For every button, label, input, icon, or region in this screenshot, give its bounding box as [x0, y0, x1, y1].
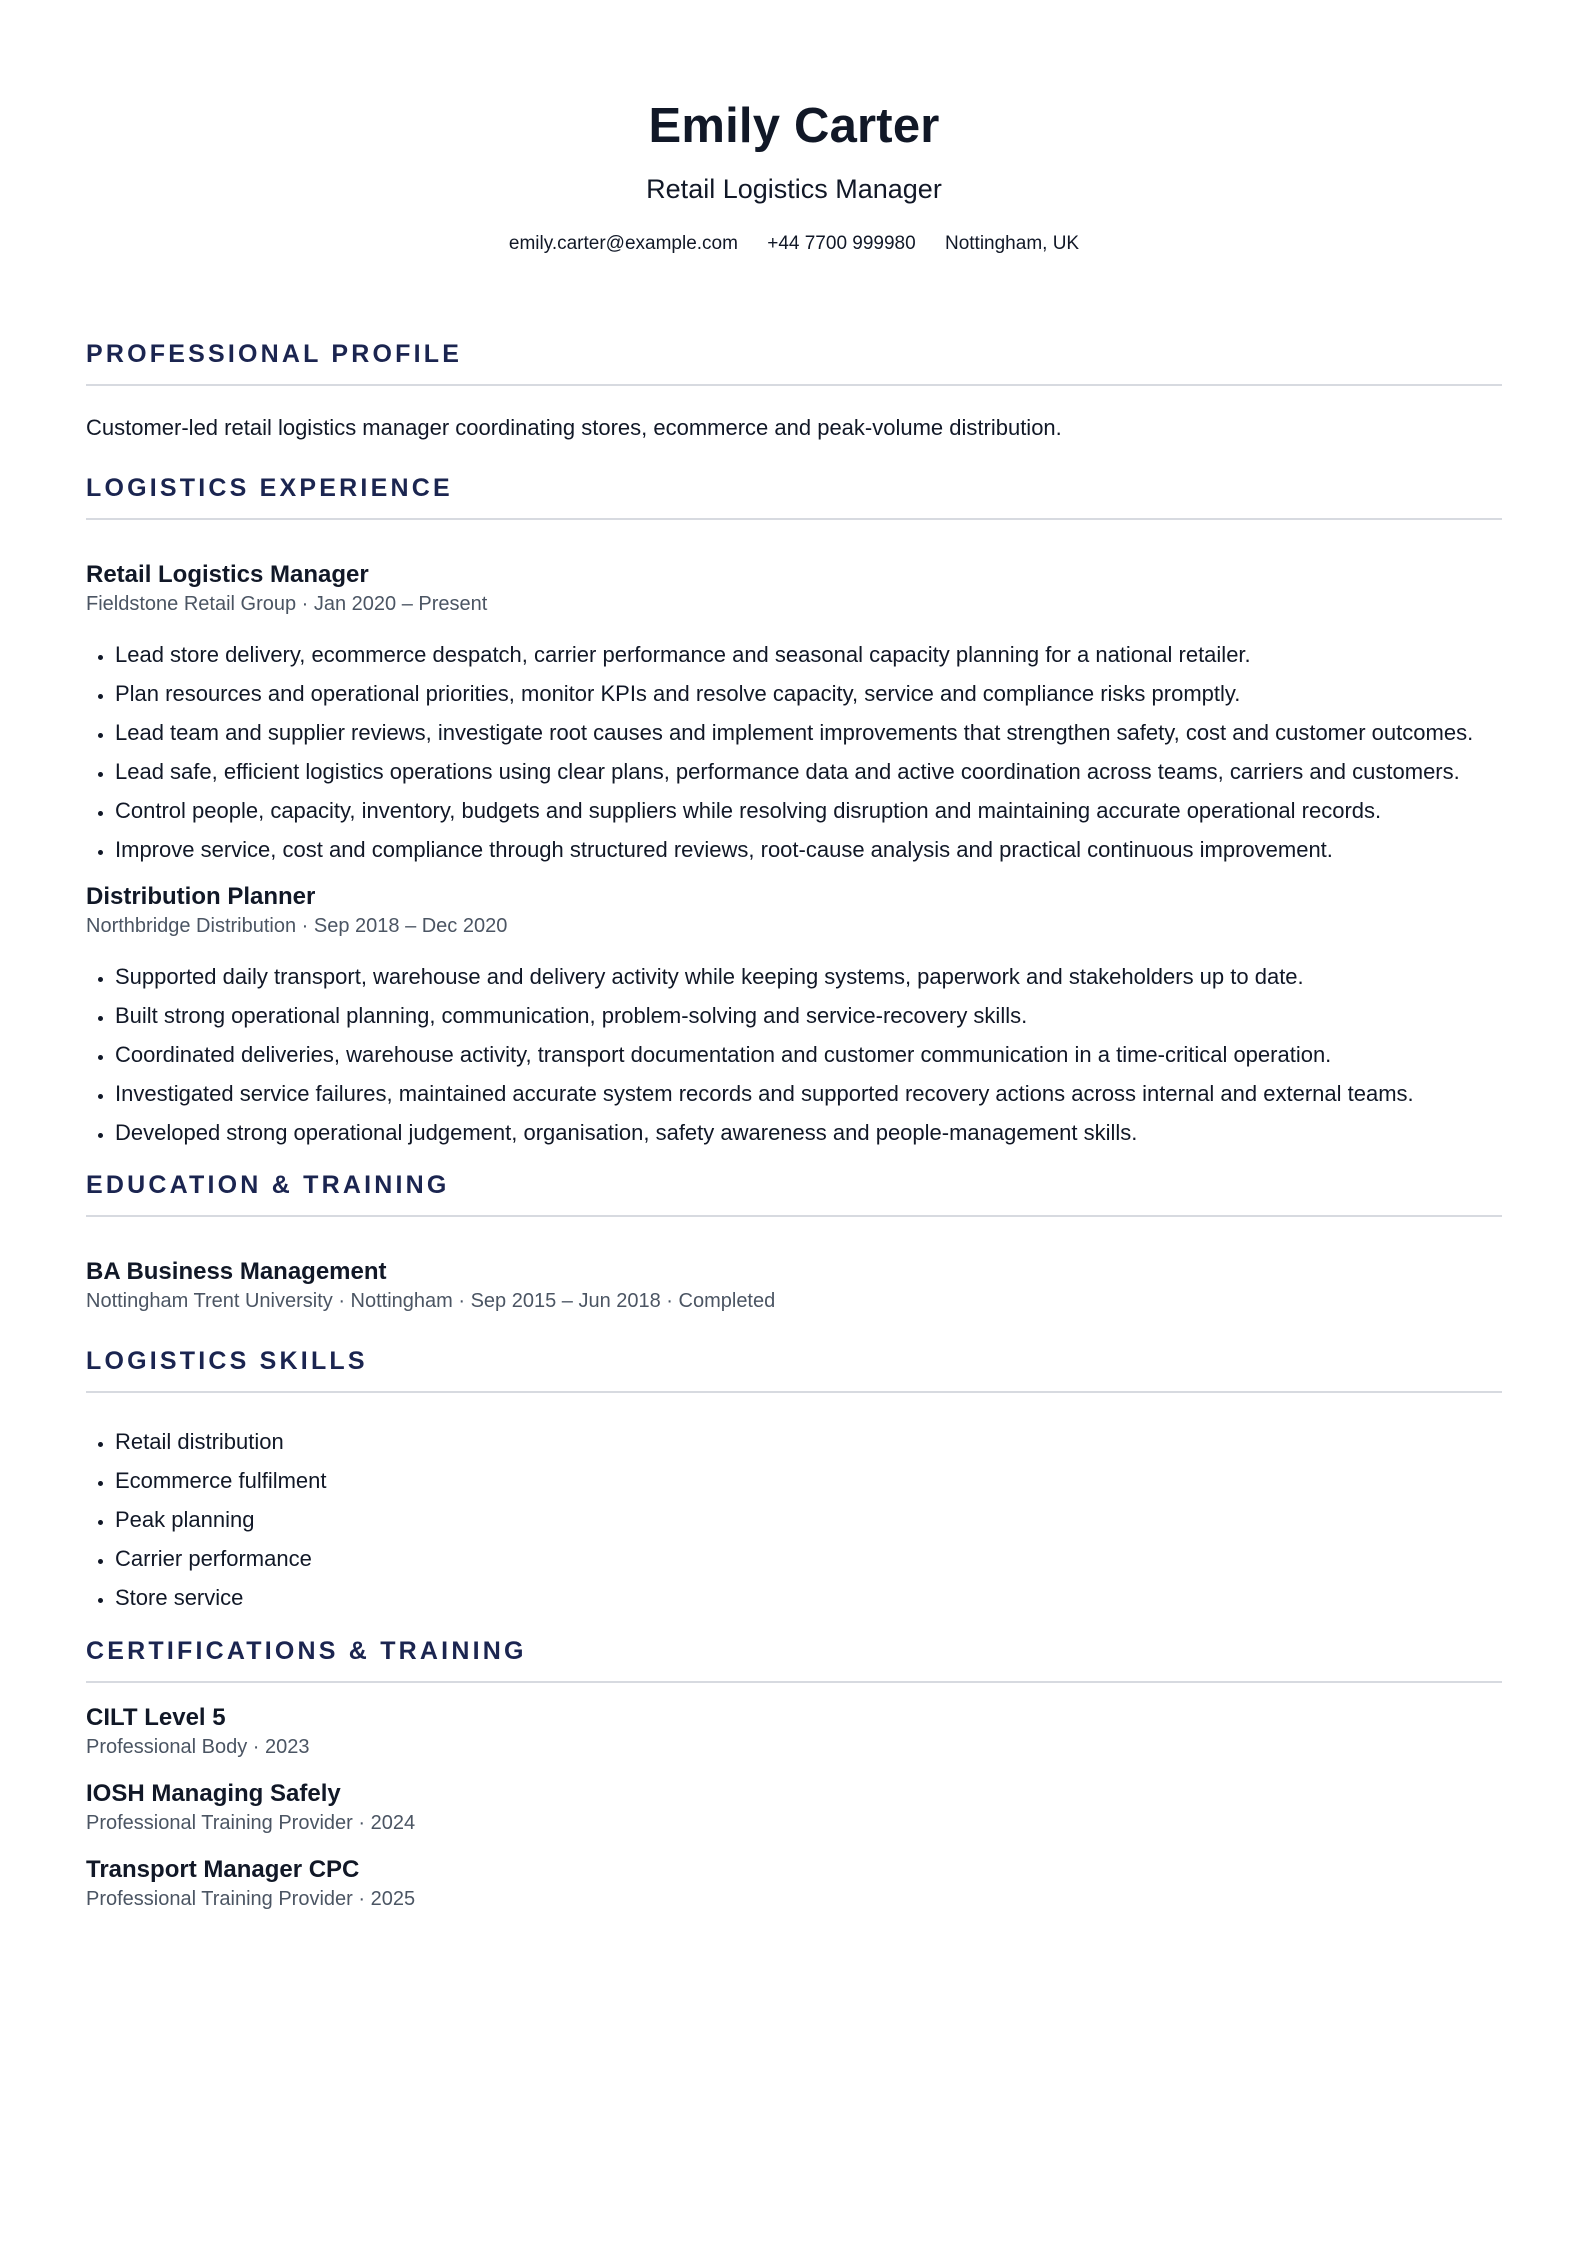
section-certifications [86, 1635, 1502, 1913]
certification-entry [86, 1779, 1502, 1837]
education-entry [86, 1257, 1502, 1315]
certification-entry [86, 1703, 1502, 1761]
job-bullet: • Built strong operational planning, communication, problem-solving and service-recovery skills. [115, 1001, 1502, 1031]
job-meta: Fieldstone Retail Group · Jan 2020 – Present [86, 593, 488, 615]
section-title-experience: LOGISTICS EXPERIENCE [86, 474, 453, 502]
section-divider [86, 1681, 1502, 1683]
certification-entry [86, 1855, 1502, 1913]
job-bullet: • Coordinated deliveries, warehouse activity, transport documentation and customer communication in a time-critical operation. [115, 1040, 1502, 1070]
job-bullet: • Lead team and supplier reviews, investigate root causes and implement improvements that strengthen safety, cost and customer outcomes. [115, 718, 1502, 748]
section-skills [86, 1345, 1502, 1613]
skill-item: • Ecommerce fulfilment [115, 1466, 1502, 1496]
certification-meta: Professional Body · 2023 [86, 1736, 310, 1758]
job-entry [86, 560, 1502, 865]
section-divider [86, 1391, 1502, 1393]
candidate-name: Emily Carter [648, 99, 940, 153]
skill-item: • Store service [115, 1583, 1502, 1613]
certification-title: IOSH Managing Safely [86, 1780, 341, 1807]
job-title: Retail Logistics Manager [86, 561, 369, 588]
section-title-certifications: CERTIFICATIONS & TRAINING [86, 1637, 527, 1665]
job-bullet: • Plan resources and operational priorities, monitor KPIs and resolve capacity, service and compliance risks promptly. [115, 679, 1502, 709]
skill-item: • Peak planning [115, 1505, 1502, 1535]
contact-email: emily.carter@example.com [508, 233, 738, 254]
section-title-skills: LOGISTICS SKILLS [86, 1347, 368, 1375]
job-bullet: • Lead store delivery, ecommerce despatch, carrier performance and seasonal capacity planning for a national retailer. [115, 640, 1502, 670]
skill-item: • Retail distribution [115, 1427, 1502, 1457]
candidate-title: Retail Logistics Manager [646, 174, 942, 204]
certification-title: CILT Level 5 [86, 1704, 226, 1731]
job-title: Distribution Planner [86, 883, 316, 910]
job-bullet: • Developed strong operational judgement, organisation, safety awareness and people-management skills. [115, 1118, 1502, 1148]
section-experience [86, 472, 1502, 1148]
skills-list [86, 1427, 1502, 1613]
contact-location: Nottingham, UK [944, 233, 1080, 254]
job-bullet: • Investigated service failures, maintained accurate system records and supported recovery actions across internal and external teams. [115, 1079, 1502, 1109]
certification-meta: Professional Training Provider · 2024 [86, 1812, 416, 1834]
degree-meta: Nottingham Trent University · Nottingham · Sep 2015 – Jun 2018 · Completed [86, 1290, 776, 1312]
section-title-education: EDUCATION & TRAINING [86, 1171, 450, 1199]
skill-item: • Carrier performance [115, 1544, 1502, 1574]
degree-title: BA Business Management [86, 1258, 387, 1285]
section-profile [86, 338, 1502, 443]
job-bullet: • Supported daily transport, warehouse and delivery activity while keeping systems, paperwork and stakeholders up to date. [115, 962, 1502, 992]
profile-summary: Customer-led retail logistics manager coordinating stores, ecommerce and peak-volume distribution. [86, 415, 1062, 440]
job-bullets [86, 640, 1502, 865]
job-entry [86, 882, 1502, 1148]
section-divider [86, 518, 1502, 520]
section-divider [86, 384, 1502, 386]
contact-phone: +44 7700 999980 [767, 233, 916, 254]
contact-line [86, 232, 1502, 256]
job-bullets [86, 962, 1502, 1148]
job-meta: Northbridge Distribution · Sep 2018 – Dec 2020 [86, 915, 508, 937]
certification-meta: Professional Training Provider · 2025 [86, 1888, 416, 1910]
job-bullet: • Improve service, cost and compliance through structured reviews, root-cause analysis and practical continuous improvement. [115, 835, 1502, 865]
job-bullet: • Lead safe, efficient logistics operations using clear plans, performance data and active coordination across teams, carriers and customers. [115, 757, 1502, 787]
section-title-profile: PROFESSIONAL PROFILE [86, 340, 463, 368]
certification-title: Transport Manager CPC [86, 1856, 360, 1883]
section-education [86, 1169, 1502, 1315]
job-bullet: • Control people, capacity, inventory, budgets and suppliers while resolving disruption and maintaining accurate operational records. [115, 796, 1502, 826]
resume-header [86, 0, 1502, 256]
section-divider [86, 1215, 1502, 1217]
